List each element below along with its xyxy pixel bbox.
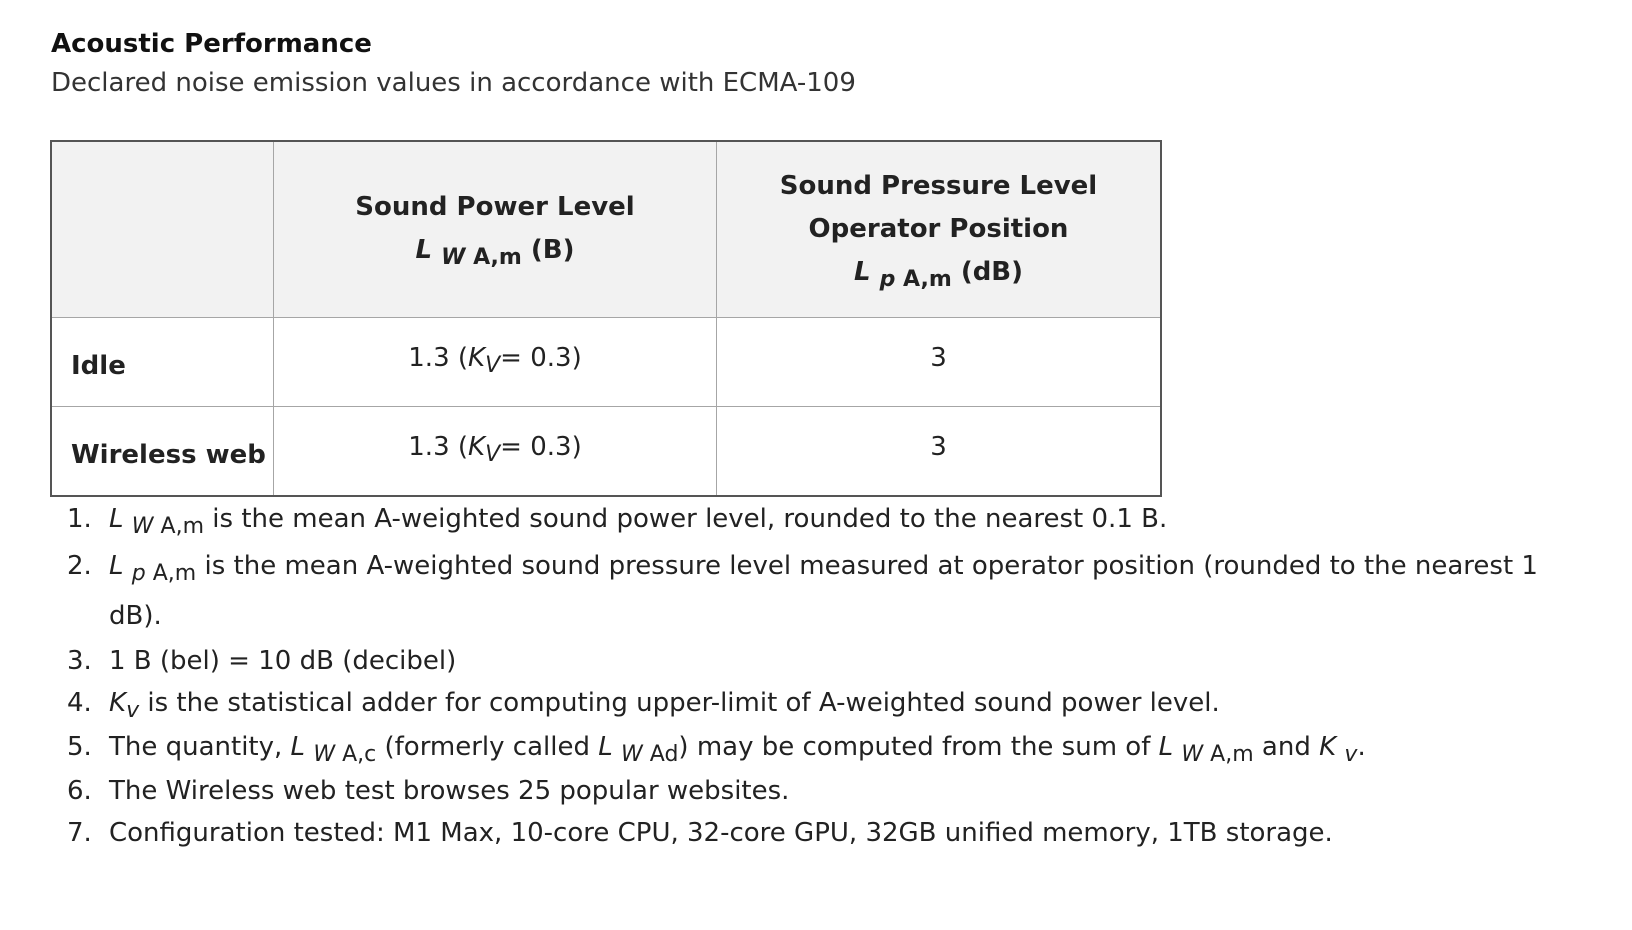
table-header-row bbox=[51, 141, 1161, 318]
header-sound-pressure-label: Sound Pressure Level bbox=[779, 170, 1098, 201]
footnote-item: 4. $K_v$ is the statistical adder for computing upper-limit of A-weighted sound power level. bbox=[67, 688, 1220, 723]
page-subtitle: Declared noise emission values in accordance with ECMA-109 bbox=[51, 68, 856, 98]
footnote-item: 6. The Wireless web test browses 25 popular websites. bbox=[67, 776, 790, 806]
sound-power-value: 1.3 $(K_V= 0.3)$ bbox=[274, 318, 717, 407]
footnote-item: 1. L $_{W A,m}$ is the mean A-weighted sound power level, rounded to the nearest 0.1 B. bbox=[67, 504, 1168, 539]
header-sound-pressure bbox=[717, 141, 1162, 318]
footnote-item: 7. Configuration tested: M1 Max, 10-core CPU, 32-core GPU, 32GB unified memory, 1TB storage. bbox=[67, 818, 1333, 848]
header-operator-position-label: Operator Position bbox=[808, 213, 1069, 244]
footnote-item: 3. 1 B (bel) = 10 dB (decibel) bbox=[67, 646, 457, 676]
footnote-item: 5. The quantity, L $_{W A,c}$ (formerly called L $_{W Ad}$) may be computed from the sum of L $_{W A,m}$ and K $_v$. bbox=[67, 732, 1366, 767]
header-sound-power-label: Sound Power Level bbox=[355, 192, 635, 222]
acoustic-table bbox=[50, 140, 1162, 497]
header-corner-cell bbox=[51, 141, 274, 318]
row-label: Wireless web bbox=[51, 407, 274, 496]
header-sound-power-symbol: L $_{W A,m}$ (B) bbox=[415, 235, 575, 270]
header-sound-pressure-symbol: L $_{p A,m}$ (dB) bbox=[853, 256, 1024, 292]
header-sound-power bbox=[274, 141, 717, 318]
row-label: Idle bbox=[51, 318, 274, 407]
table-row-wireless-web bbox=[51, 407, 1161, 496]
footnotes-list bbox=[0, 498, 1549, 854]
table-row-idle bbox=[51, 318, 1161, 407]
sound-pressure-value: 3 bbox=[717, 407, 1162, 496]
sound-pressure-value: 3 bbox=[717, 318, 1162, 407]
footnote-item: 2. L $_{p A,m}$ is the mean A-weighted sound pressure level measured at operator position (rounded to the nearest 1 dB). bbox=[67, 551, 1538, 631]
page-title: Acoustic Performance bbox=[51, 29, 372, 59]
sound-power-value: 1.3 $(K_V= 0.3)$ bbox=[274, 407, 717, 496]
